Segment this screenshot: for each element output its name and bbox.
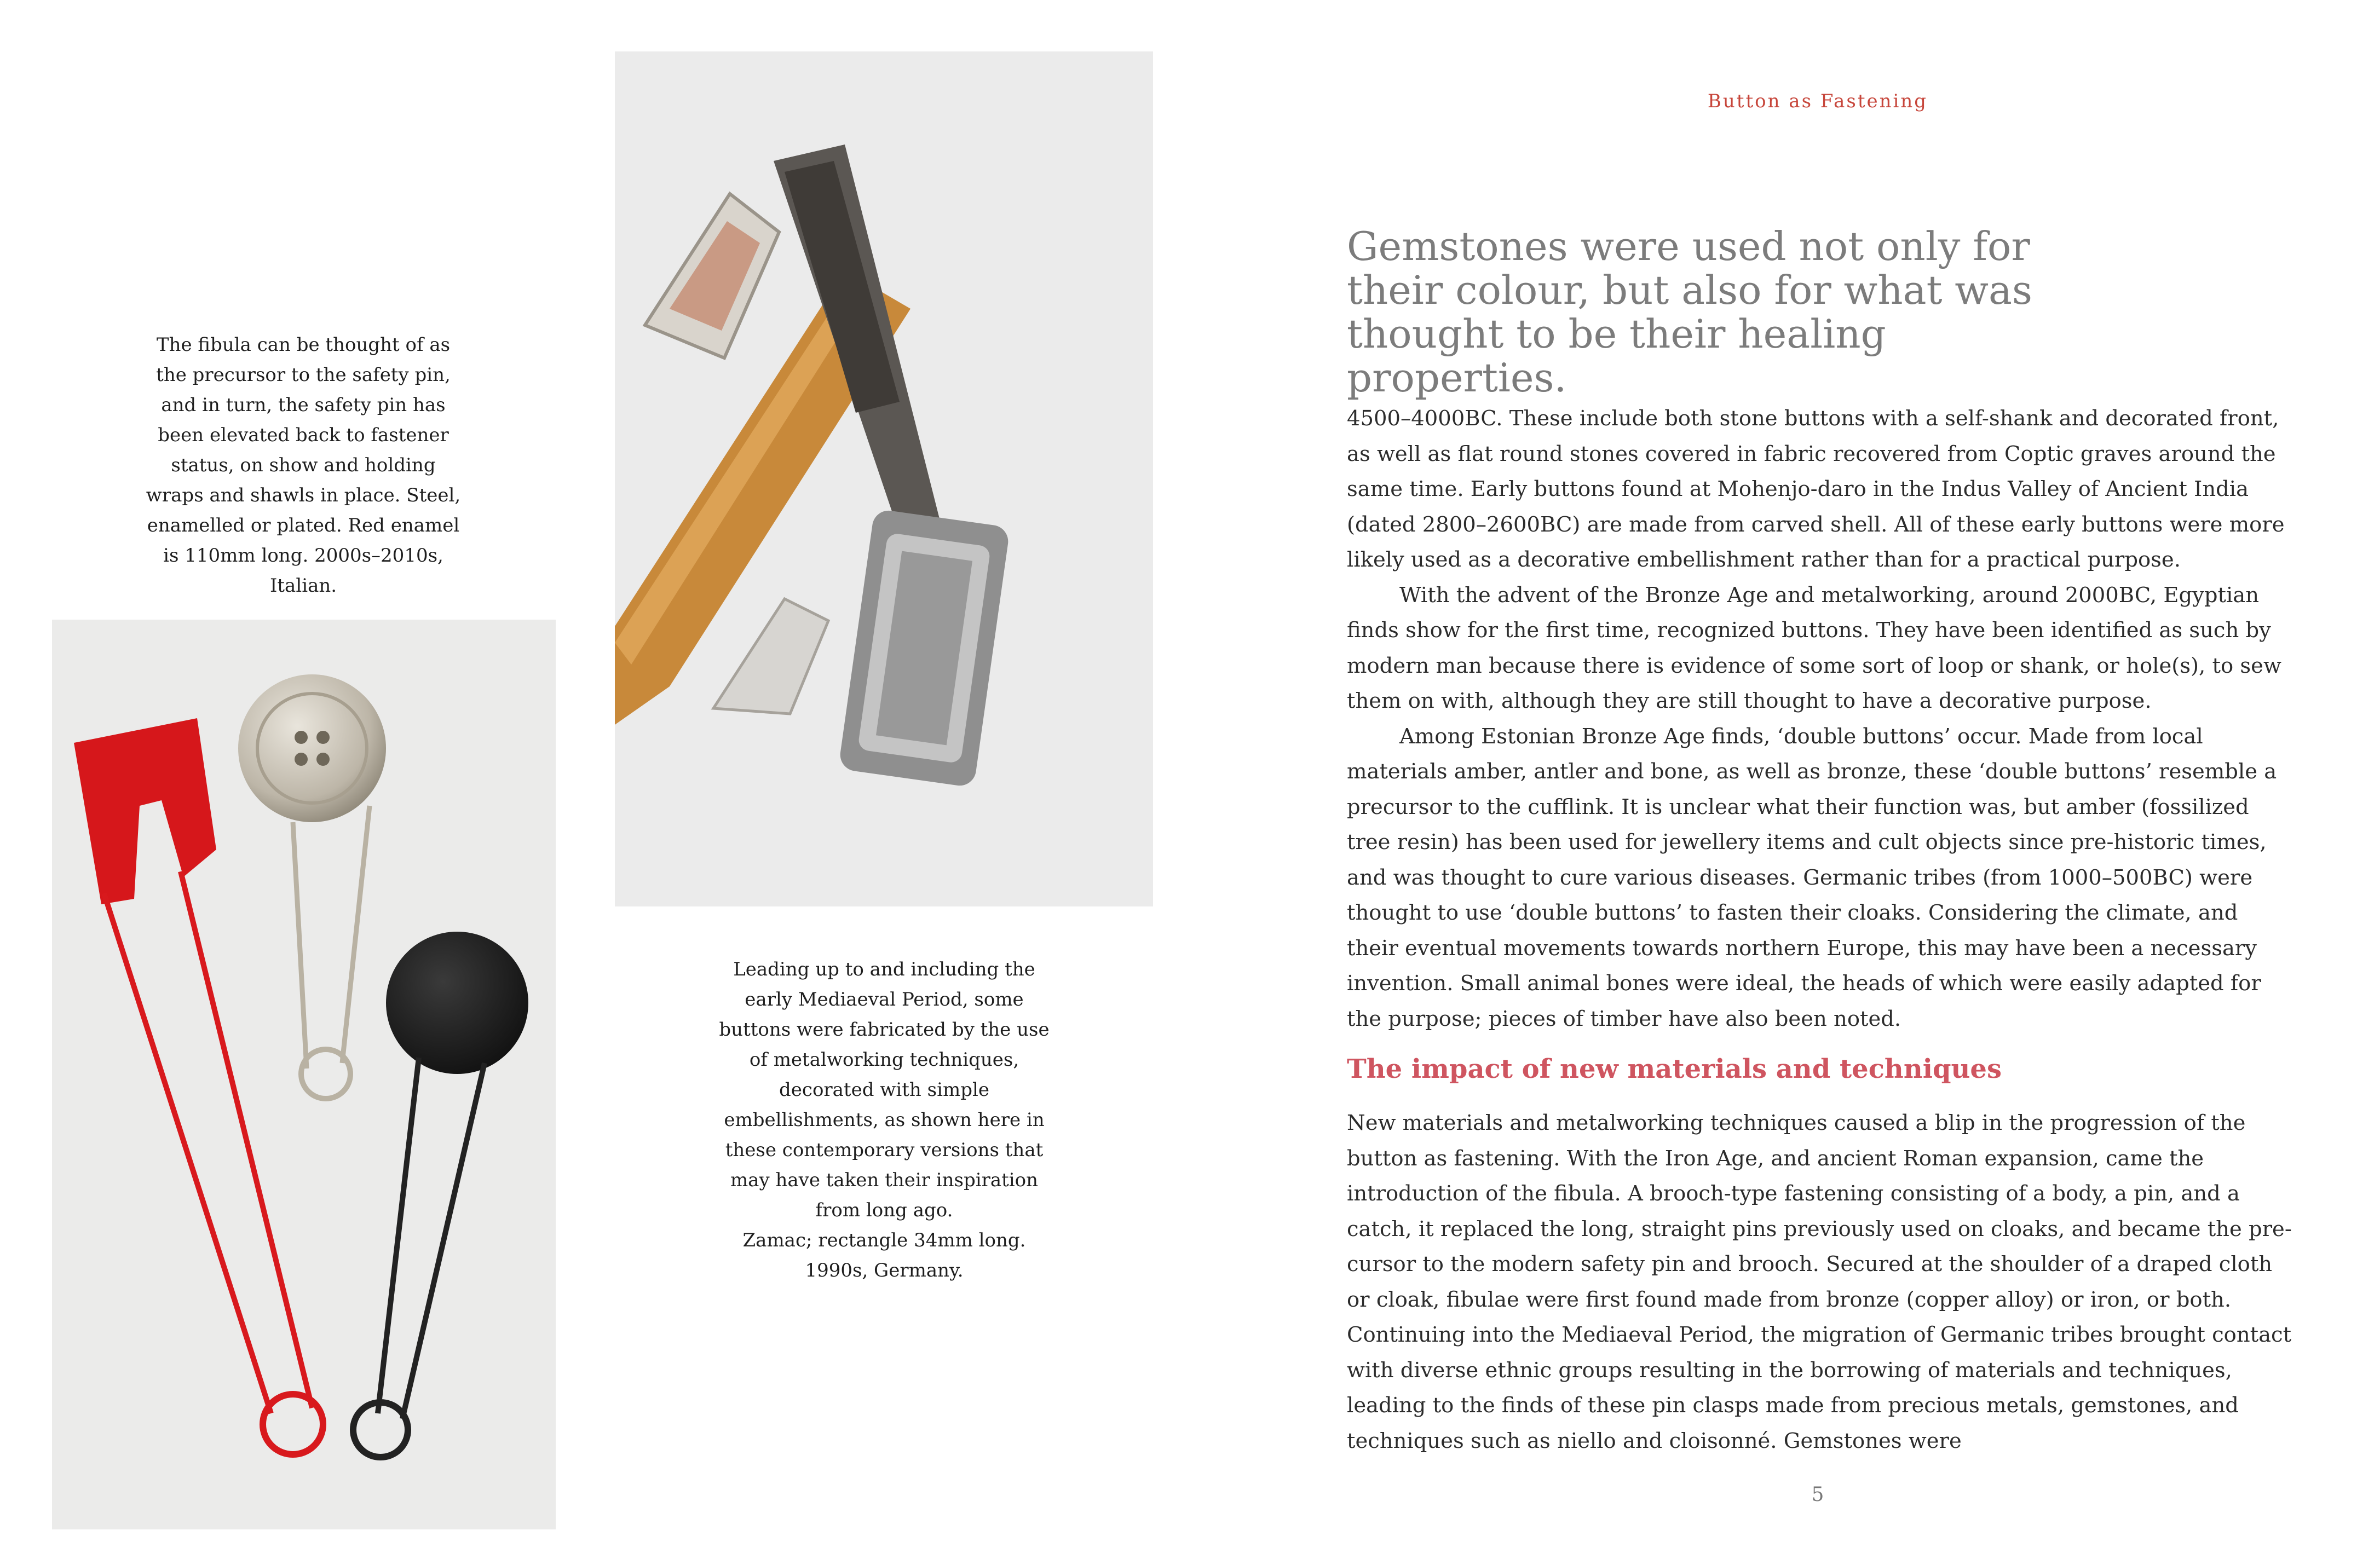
paragraph-iron-age-fibula: New materials and metalworking techniques caused a blip in the progression of the button as fastening. With the Iron Age, and ancient Roman expansion, came the introduction of the fibula. A brooch-type fastening consisting of a body, a pin, and a catch, it replaced the long, straight pins previously used on cloaks, and became the pre-cursor to the modern safety pin and brooch. Secured at the shoulder of a draped cloth or cloak, fibulae were first found made from bronze (copper alloy) or iron, or both. Continuing into the Mediaeval Period, the migration of Germanic tribes brought contact with diverse ethnic groups resulting in the borrowing of materials and techniques, leading to the finds of these pin clasps made from precious metals, gemstones, and techniques such as niello and cloisonné. Gemstones were — [1347, 1111, 2292, 1453]
body-text-intro — [1347, 401, 2294, 1037]
safety-pins-illustration — [52, 620, 556, 1529]
caption-fibula-text: The fibula can be thought of as the precursor to the safety pin, and in turn, the safety pin has been elevated back to fastener status, on show and holding wraps and shawls in place. Steel, enamelled or plated. Red enamel is 110mm long. 2000s–2010s, Italian. — [146, 334, 461, 597]
photo-hammer-and-metal-buttons — [615, 51, 1153, 906]
caption-fibula — [141, 330, 465, 601]
running-head: Button as Fastening — [1707, 90, 1928, 112]
caption-metalwork — [717, 955, 1051, 1286]
body-text-section — [1347, 1106, 2294, 1459]
red-safety-pin — [74, 718, 323, 1454]
caption-metalwork-line-2: Zamac; rectangle 34mm long. 1990s, Germany. — [742, 1229, 1026, 1281]
diamond-button — [645, 194, 779, 358]
paragraph-early-buttons: 4500–4000BC. These include both stone buttons with a self-shank and decorated front, as well as flat round stones covered in fabric recovered from Coptic graves around the same time. Early buttons found at Mohenjo-daro in the Indus Valley of Ancient India (dated 2800–2600BC) are made from carved shell. All of these early buttons were more likely used as a decorative embellishment rather than for a practical purpose. — [1347, 406, 2285, 572]
paragraph-double-buttons: Among Estonian Bronze Age finds, ‘double buttons’ occur. Made from local materials amber, antler and bone, as well as bronze, these ‘double buttons’ resemble a precursor to the cufflink. It is unclear what their function was, but amber (fossilized tree resin) has been used for jewellery items and cult objects since pre-historic times, and was thought to cure various diseases. Germanic tribes (from 1000–500BC) were thought to use ‘double buttons’ to fasten their cloaks. Considering the climate, and their eventual movements towards northern Europe, this may have been a necessary invention. Small animal bones were ideal, the heads of which were easily adapted for the purpose; pieces of timber have also been noted. — [1347, 724, 2277, 1031]
small-diamond-button — [713, 599, 828, 714]
silver-safety-pin — [238, 674, 386, 1099]
subheading-new-materials: The impact of new materials and techniques — [1347, 1054, 2002, 1084]
pull-quote: Gemstones were used not only for their colour, but also for what was thought to be their healing properties. — [1347, 223, 2032, 401]
paragraph-bronze-age: With the advent of the Bronze Age and metalworking, around 2000BC, Egyptian finds show for the first time, recognized buttons. They have been identified as such by modern man because there is evidence of some sort of loop or shank, or hole(s), to sew them on with, although they are still thought to have a decorative purpose. — [1347, 582, 2281, 713]
black-safety-pin — [353, 932, 528, 1457]
rectangle-button — [838, 509, 1010, 788]
caption-metalwork-line-1: Leading up to and including the early Mediaeval Period, some buttons were fabricated by the use of metalworking techniques, decorated with simple embellishments, as shown here in these contemporary versions that may have taken their inspiration from long ago. — [719, 958, 1050, 1221]
photo-safety-pins — [52, 620, 556, 1529]
hammer-illustration — [615, 51, 1153, 906]
page-number: 5 — [1811, 1483, 1824, 1506]
